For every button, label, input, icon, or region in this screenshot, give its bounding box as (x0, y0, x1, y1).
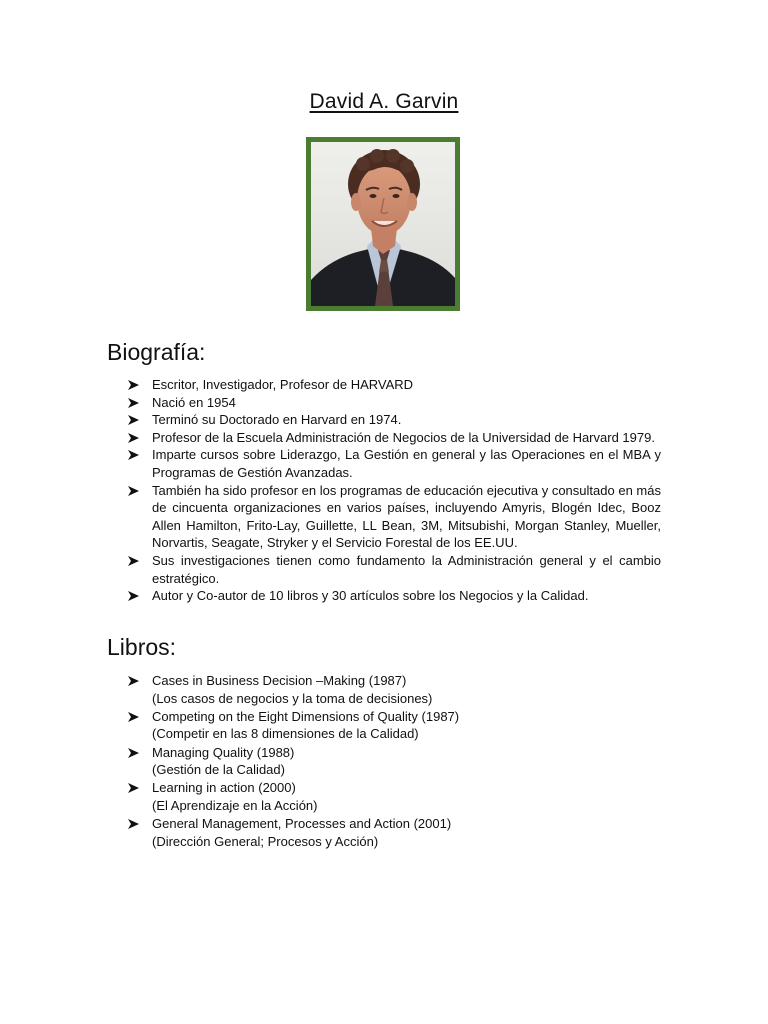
list-item-text: Sus investigaciones tienen como fundamento la Administración general y el cambio estratégico. (152, 552, 661, 586)
list-item (128, 376, 661, 394)
arrowhead-bullet-icon (128, 556, 139, 566)
biography-heading: Biografía: (107, 339, 206, 365)
book-item (128, 779, 661, 814)
list-item (128, 587, 661, 605)
portrait-illustration (311, 142, 455, 306)
list-item-text: Nació en 1954 (152, 394, 236, 410)
book-title: Competing on the Eight Dimensions of Quality (1987) (152, 708, 460, 724)
portrait-photo (306, 137, 460, 311)
arrowhead-bullet-icon (128, 433, 139, 443)
list-item (128, 394, 661, 412)
arrowhead-bullet-icon (128, 450, 139, 460)
book-item (128, 708, 661, 743)
arrowhead-bullet-icon (128, 676, 139, 686)
page-title: David A. Garvin (309, 90, 459, 113)
book-title: General Management, Processes and Action (2001) (152, 816, 452, 832)
list-item (128, 411, 661, 429)
list-item (128, 552, 661, 587)
book-item (128, 744, 661, 779)
book-translation: (Los casos de negocios y la toma de decisiones) (152, 690, 433, 706)
book-item (128, 815, 661, 850)
books-list (128, 672, 661, 851)
book-translation: (El Aprendizaje en la Acción) (152, 797, 318, 813)
arrowhead-bullet-icon (128, 591, 139, 601)
arrowhead-bullet-icon (128, 783, 139, 793)
arrowhead-bullet-icon (128, 398, 139, 408)
list-item-text: Profesor de la Escuela Administración de Negocios de la Universidad de Harvard 1979. (152, 429, 655, 445)
list-item-text: Terminó su Doctorado en Harvard en 1974. (152, 412, 402, 428)
book-item (128, 672, 661, 707)
arrowhead-bullet-icon (128, 748, 139, 758)
list-item-text: Autor y Co-autor de 10 libros y 30 artículos sobre los Negocios y la Calidad. (152, 588, 589, 604)
books-heading: Libros: (107, 634, 177, 660)
arrowhead-bullet-icon (128, 380, 139, 390)
list-item (128, 429, 661, 447)
arrowhead-bullet-icon (128, 819, 139, 829)
list-item (128, 482, 661, 552)
book-title: Learning in action (2000) (152, 780, 296, 796)
book-translation: (Competir en las 8 dimensiones de la Calidad) (152, 726, 419, 742)
list-item (128, 446, 661, 481)
arrowhead-bullet-icon (128, 486, 139, 496)
biography-list (128, 376, 661, 605)
book-translation: (Dirección General; Procesos y Acción) (152, 833, 379, 849)
book-title: Cases in Business Decision –Making (1987) (152, 673, 407, 688)
book-translation: (Gestión de la Calidad) (152, 762, 285, 778)
list-item-text: Imparte cursos sobre Liderazgo, La Gestión en general y las Operaciones en el MBA y Programas de Gestión Avanzadas. (152, 447, 661, 480)
list-item-text: También ha sido profesor en los programas de educación ejecutiva y consultado en más de cincuenta organizaciones en varios países, incluyendo Amyris, Blogén Idec, Booz Allen Hamilton, Frito-Lay, Guillette, LL Bean, 3M, Mitsubishi, Morgan Stanley, Mueller, Norvartis, Seagate, Stryker y el Servicio Forestal de los EE.UU. (152, 482, 661, 551)
arrowhead-bullet-icon (128, 415, 139, 425)
arrowhead-bullet-icon (128, 712, 139, 722)
list-item-text: Escritor, Investigador, Profesor de HARVARD (152, 377, 414, 392)
book-title: Managing Quality (1988) (152, 744, 295, 760)
